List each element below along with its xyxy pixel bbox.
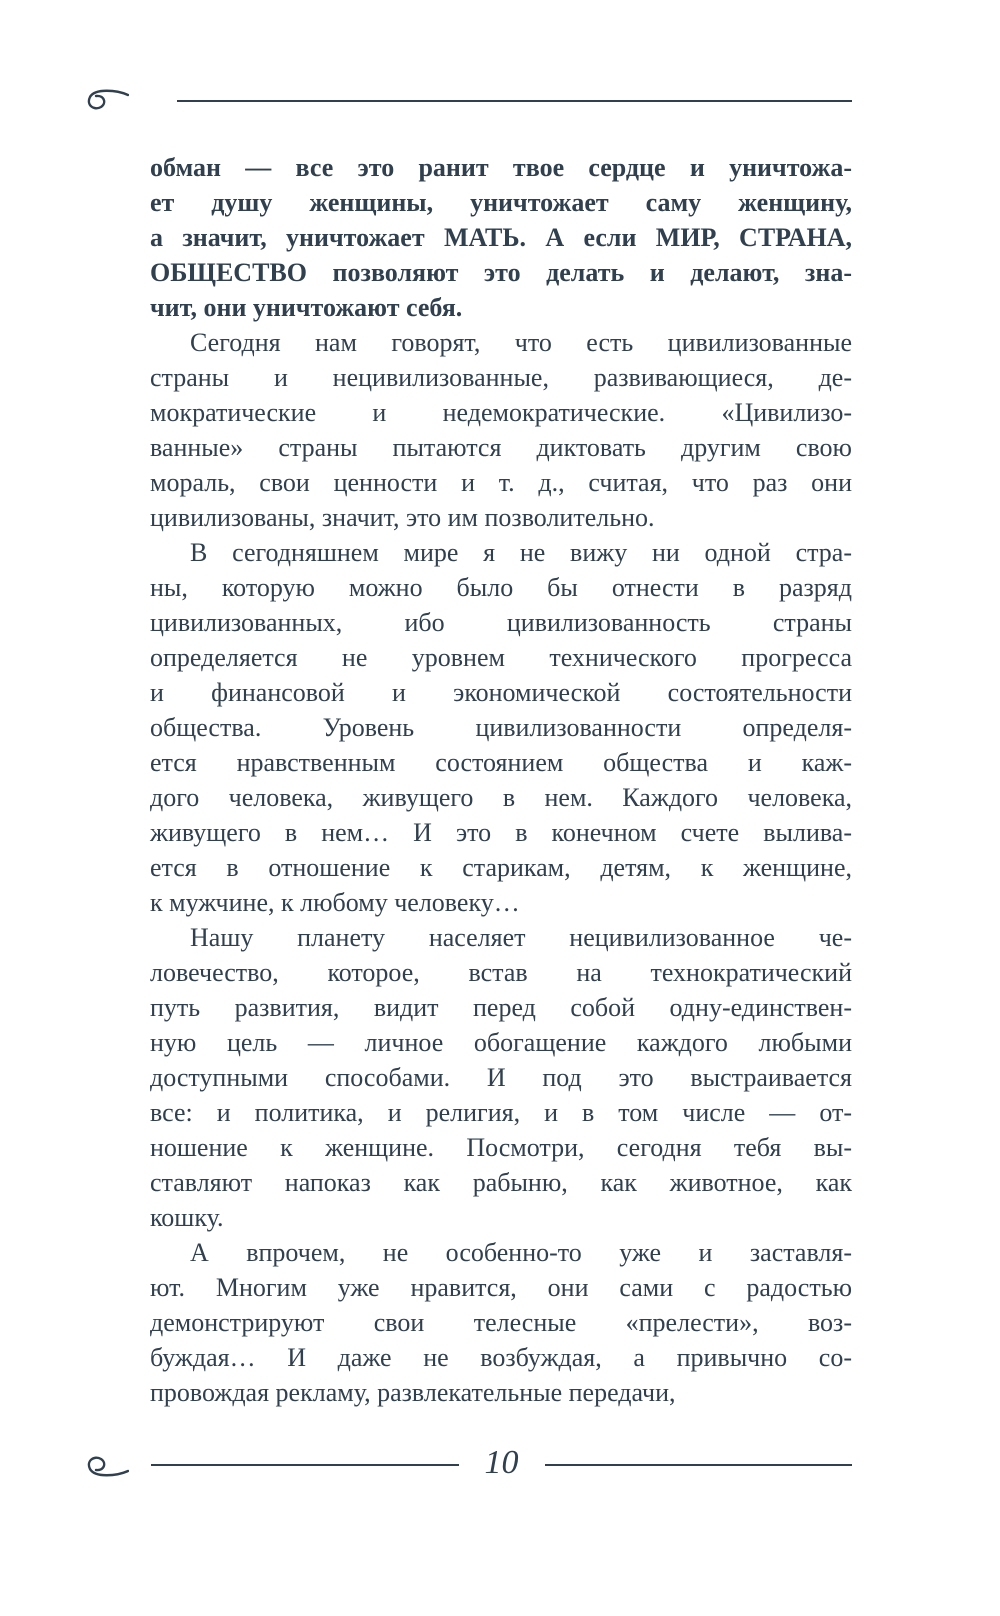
text-line: буждая… И даже не возбуждая, а привычно со- [150, 1343, 852, 1372]
text-line: доступными способами. И под это выстраивается [150, 1063, 852, 1092]
text-line: демонстрируют свои телесные «прелести», воз- [150, 1308, 852, 1337]
swirl-flourish-icon [85, 1452, 129, 1478]
text-line: кошку. [150, 1203, 224, 1232]
page-header [85, 88, 852, 114]
text-line: живущего в нем… И это в конечном счете вылива- [150, 818, 852, 847]
text-line: мократические и недемократические. «Цивилизо- [150, 398, 852, 427]
text-line: общества. Уровень цивилизованности определя- [150, 713, 852, 742]
text-line: цивилизованы, значит, это им позволительно. [150, 503, 655, 532]
text-line: Нашу планету населяет нецивилизованное че- [190, 923, 852, 952]
text-line: чит, они уничтожают себя. [150, 293, 463, 322]
footer-rule-left [151, 1464, 459, 1466]
text-line: ОБЩЕСТВО позволяют это делать и делают, зна- [150, 258, 852, 287]
text-line: ет душу женщины, уничтожает саму женщину, [150, 188, 852, 217]
text-line: Сегодня нам говорят, что есть цивилизованные [190, 328, 852, 357]
text-line: путь развития, видит перед собой одну-единствен- [150, 993, 852, 1022]
text-line: мораль, свои ценности и т. д., считая, что раз они [150, 468, 852, 497]
text-line: В сегодняшнем мире я не вижу ни одной стра- [190, 538, 852, 567]
text-line: ставляют напоказ как рабыню, как животное, как [150, 1168, 852, 1197]
text-line: все: и политика, и религия, и в том числе — от- [150, 1098, 852, 1127]
text-line: А впрочем, не особенно-то уже и заставля- [190, 1238, 852, 1267]
text-line: а значит, уничтожает МАТЬ. А если МИР, СТРАНА, [150, 223, 852, 252]
text-line: ношение к женщине. Посмотри, сегодня тебя вы- [150, 1133, 852, 1162]
text-line: ную цель — личное обогащение каждого любыми [150, 1028, 852, 1057]
text-line: к мужчине, к любому человеку… [150, 888, 520, 917]
text-line: ны, которую можно было бы отнести в разряд [150, 573, 852, 602]
text-line: ванные» страны пытаются диктовать другим свою [150, 433, 852, 462]
text-line: цивилизованных, ибо цивилизованность страны [150, 608, 852, 637]
text-line: провождая рекламу, развлекательные передачи, [150, 1378, 676, 1407]
text-line: страны и нецивилизованные, развивающиеся, де- [150, 363, 852, 392]
text-line: ется нравственным состоянием общества и каж- [150, 748, 852, 777]
text-line: и финансовой и экономической состоятельности [150, 678, 852, 707]
text-line: дого человека, живущего в нем. Каждого человека, [150, 783, 852, 812]
text-line: ется в отношение к старикам, детям, к женщине, [150, 853, 852, 882]
footer-rule-right [545, 1464, 853, 1466]
text-line: ловечество, которое, встав на технократический [150, 958, 852, 987]
page-number: 10 [484, 1444, 519, 1481]
text-line: обман — все это ранит твое сердце и уничтожа- [150, 153, 852, 182]
text-block [150, 150, 852, 1410]
swirl-flourish-icon [85, 88, 129, 114]
header-rule [177, 100, 852, 102]
text-line: определяется не уровнем технического прогресса [150, 643, 852, 672]
text-line: ют. Многим уже нравится, они сами с радостью [150, 1273, 852, 1302]
page-footer [85, 1444, 852, 1482]
